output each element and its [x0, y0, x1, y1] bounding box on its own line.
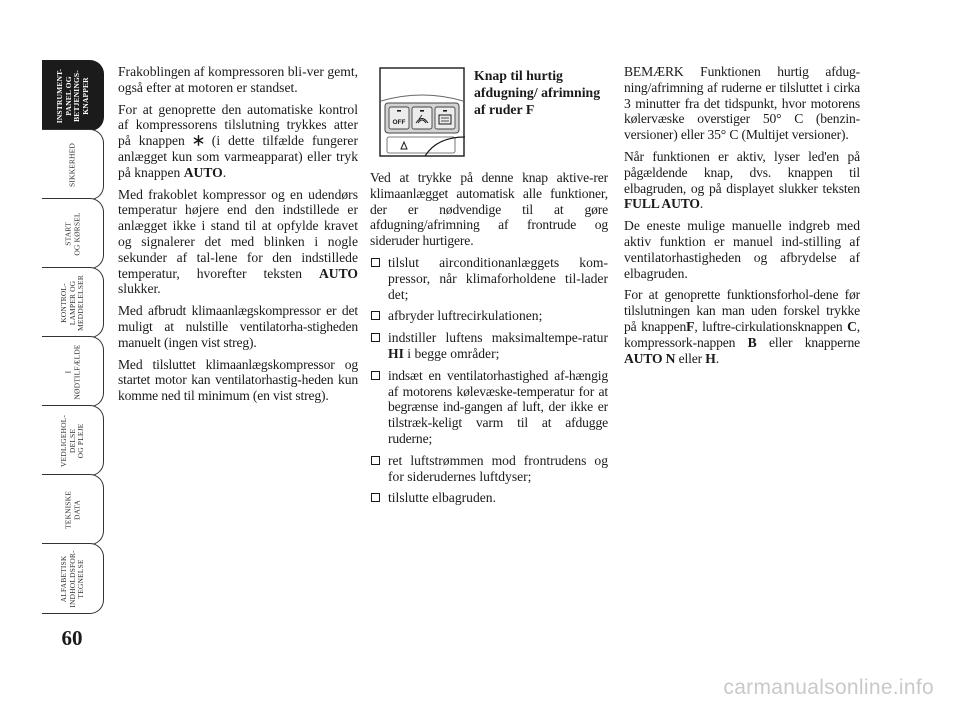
bold-term: C [847, 318, 857, 334]
paragraph-text: De eneste mulige manuelle indgreb med aktiv funktion er manuel ind-stilling af ventilatorhastigheden og afbrydelse af elbagruden. [624, 218, 860, 281]
list-item-text: indstiller luftens maksimaltempe-ratur [388, 330, 608, 346]
paragraph [370, 170, 608, 249]
text-column-2 [370, 64, 608, 512]
text-column-3 [624, 64, 860, 372]
checkbox-bullet-icon [371, 258, 380, 267]
paragraph [624, 149, 860, 212]
tab-label: INSTRUMENT- PANEL OG BETJENINGS- KNAPPER [54, 68, 90, 123]
paragraph [624, 218, 860, 281]
list-item-text: ret luftstrømmen mod frontrudens og for siderudernes luftdyser; [388, 452, 608, 484]
paragraph-text: eller [675, 350, 706, 366]
tab-label: VEDLIGEHOL- DELSE OG PLEJE [58, 414, 85, 467]
watermark: carmanualsonline.info [723, 676, 934, 699]
checkbox-bullet-icon [371, 311, 380, 320]
checkbox-bullet-icon [371, 456, 380, 465]
bold-term: FULL AUTO [624, 196, 700, 212]
figure-title: Knap til hurtig afdugning/ afrimning af ruder F [474, 68, 601, 117]
paragraph [118, 357, 358, 404]
list-item [370, 308, 608, 324]
bold-term: B [747, 334, 757, 350]
list-item [370, 255, 608, 302]
paragraph-text: Når funktionen er aktiv, lyser led'en på pågældende knap, dvs. knappen til elbagruden, og på displayet slukker teksten [624, 148, 860, 196]
text-column-1 [118, 64, 358, 410]
paragraph-text: slukker. [118, 281, 161, 297]
paragraph [118, 187, 358, 298]
checkbox-bullet-icon [371, 493, 380, 502]
paragraph-text: Med afbrudt klimaanlægskompressor er det muligt at nulstille ventilatorha-stigheden manuelt (ingen vist streg). [118, 303, 358, 350]
list-item-text: i begge områder; [403, 345, 500, 361]
function-list [370, 255, 608, 506]
paragraph-text: BEMÆRK Funktionen hurtig afdug-ning/afrimning af ruderne er tilsluttet i cirka 3 minutter fra det tidspunkt, hvor motorens kølervæske overstiger 50° C (benzin-versioner) eller 35° C (Multijet versioner). [624, 64, 860, 143]
list-item-text: tilslut airconditionanlæggets kom-pressor, når klimaforholdene til-lader det; [388, 254, 608, 302]
tab-start-og-korsel[interactable] [42, 198, 104, 269]
paragraph-text: , kompressork-nappen [624, 318, 861, 350]
climate-panel-illustration [379, 67, 465, 157]
list-item-text: tilslutte elbagruden. [388, 490, 496, 506]
tab-vedligeholdelse[interactable] [42, 405, 104, 476]
tab-label: ALFABETISK INDHOLDSFOR- TEGNELSE [58, 549, 85, 608]
list-item [370, 330, 608, 362]
paragraph-text: . [715, 350, 719, 366]
paragraph-text: Frakoblingen af kompressoren bli-ver gemt, også efter at motoren er standset. [118, 64, 358, 95]
paragraph-text: For at genoprette funktionsforhol-dene før tilslutningen kan man uden forskel trykke på knappen [624, 287, 860, 334]
tab-label: I NØDTILFÆLDE [62, 343, 81, 400]
tab-label: START OG KØRSEL [62, 211, 81, 256]
bold-term: F [686, 318, 695, 334]
paragraph [118, 303, 358, 350]
page-number: 60 [61, 626, 83, 650]
compressor-snowflake-icon [193, 135, 204, 146]
tab-label: KONTROL- LAMPER OG MEDDELELSER [58, 274, 85, 331]
paragraph [118, 102, 358, 181]
bold-term: AUTO [183, 164, 223, 180]
tab-label: TEKNISKE DATA [62, 490, 81, 529]
tab-instrumentpanel[interactable] [42, 60, 104, 131]
checkbox-bullet-icon [371, 371, 380, 380]
bold-term: AUTO N [624, 350, 676, 366]
paragraph-text: , luftre-cirkulationsknappen [694, 318, 848, 334]
paragraph-text: Med frakoblet kompressor og en udendørs temperatur højere end den indstillede er anlægget ikke i stand til at opfylde kravet og signalerer det med blinken i nogle sekunder af tal-lene for den indstillede temperatur, hvorefter teksten [118, 186, 358, 281]
list-item-text: afbryder luftrecirkulationen; [388, 308, 543, 324]
list-item [370, 368, 608, 447]
off-button-label: OFF [392, 119, 406, 126]
tab-alfabetisk-indhold[interactable] [42, 543, 104, 614]
paragraph-text: Ved at trykke på denne knap aktive-rer klimaanlægget automatisk alle funktioner, der er nødvendige til at gøre afdugning/afrimning af frontrude og sideruder hurtigere. [370, 170, 608, 249]
list-item [370, 453, 608, 485]
tab-kontrollamper[interactable] [42, 267, 104, 338]
paragraph [624, 287, 860, 366]
tab-label: SIKKERHED [67, 142, 77, 187]
paragraph-text: eller knapperne [756, 334, 860, 350]
tab-sikkerhed[interactable] [42, 129, 104, 200]
defrost-button-figure [370, 64, 608, 164]
tab-i-nodtilfaelde[interactable] [42, 336, 104, 407]
bold-term: HI [388, 345, 404, 361]
paragraph-text: . [222, 164, 227, 180]
list-item-text: indsæt en ventilatorhastighed af-hængig af motorens kølevæske-temperatur for at begrænse ind-gangen af luft, der ikke er tilstræk-keligt varm til at afdugge ruderne; [388, 367, 608, 446]
paragraph-text: For at genoprette den automatiske kontrol af kompressorens tilslutning trykkes atter på knappen [118, 101, 358, 149]
paragraph [118, 64, 358, 96]
paragraph-text: . [699, 196, 704, 212]
paragraph [624, 64, 860, 143]
section-tabs [42, 60, 104, 612]
paragraph-text: Med tilsluttet klimaanlægskompressor og startet motor kan ventilatorhastig-heden kun komme ned til minimum (en vist streg). [118, 356, 358, 404]
bold-term: H [705, 350, 716, 366]
bold-term: AUTO [318, 265, 358, 281]
tab-tekniske-data[interactable] [42, 474, 104, 545]
list-item [370, 490, 608, 506]
paragraph-text: (i dette tilfælde fungerer anlægget kun som varmeapparat) eller tryk på knappen [118, 133, 358, 180]
checkbox-bullet-icon [371, 333, 380, 342]
